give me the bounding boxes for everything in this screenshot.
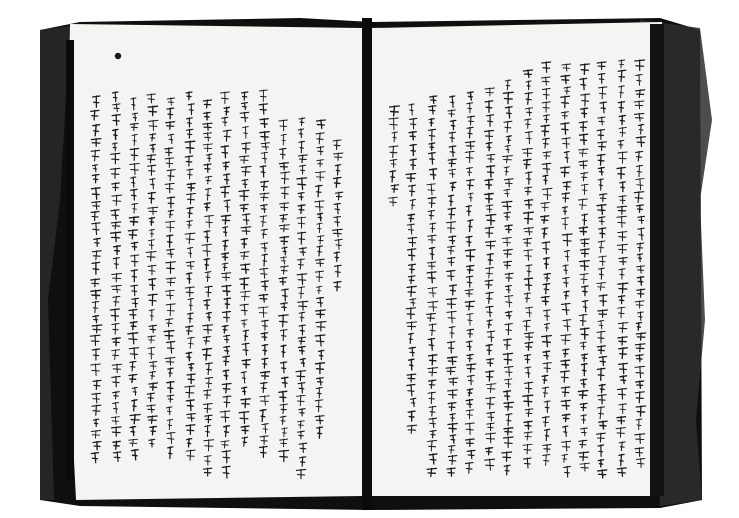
left-page bbox=[66, 24, 362, 500]
left-page-edge bbox=[66, 40, 74, 480]
book-gutter bbox=[362, 18, 372, 510]
ink-dot bbox=[115, 53, 121, 59]
right-page-edge bbox=[650, 24, 664, 496]
